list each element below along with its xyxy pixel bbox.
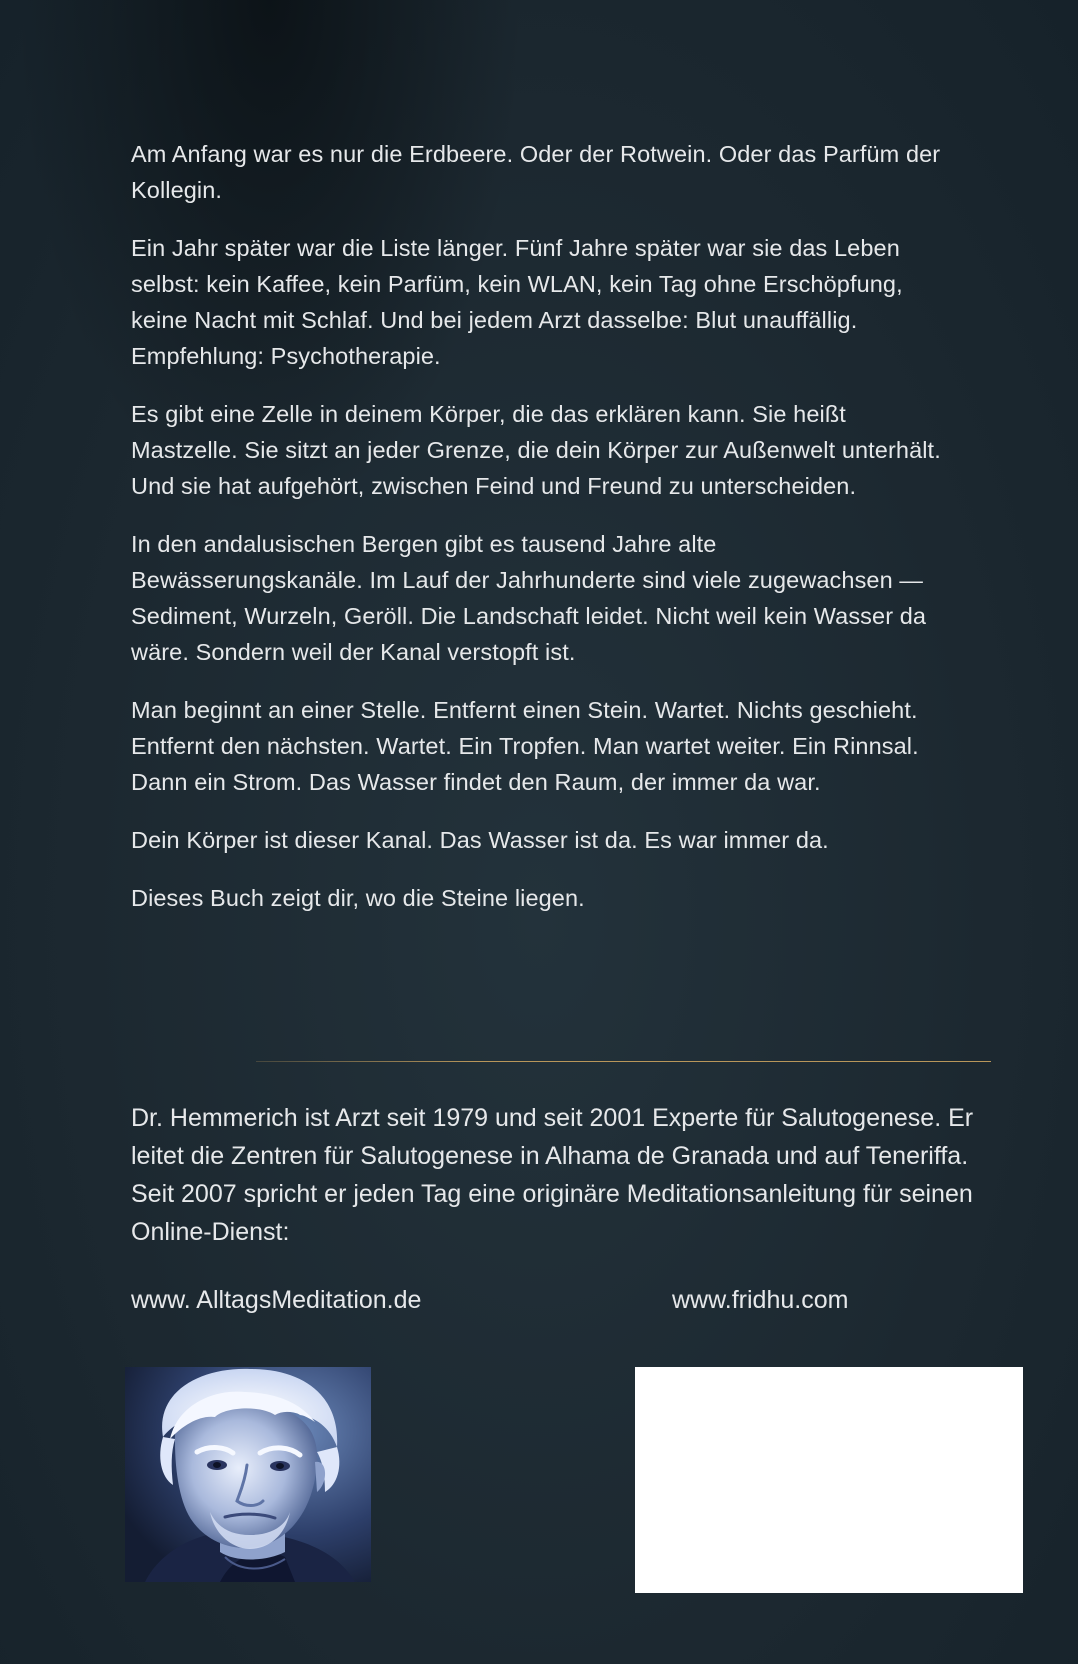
blurb-paragraph: Ein Jahr später war die Liste länger. Fünf Jahre später war sie das Leben selbst: kein Kaffee, kein Parfüm, kein WLAN, kein Tag ohne Erschöpfung, keine Nacht mit Schlaf. Und bei jedem Arzt dasselbe: Blut unauffällig. Empfehlung: Psychotherapie. bbox=[131, 235, 903, 369]
blurb-paragraph: In den andalusischen Bergen gibt es tausend Jahre alte Bewässerungskanäle. Im Lauf der Jahrhunderte sind viele zugewachsen — Sediment, Wurzeln, Geröll. Die Landschaft leidet. Nicht weil kein Wasser da wäre. Sondern weil der Kanal verstopft ist. bbox=[131, 531, 927, 665]
blurb-paragraph: Es gibt eine Zelle in deinem Körper, die das erklären kann. Sie heißt Mastzelle. Sie sitzt an jeder Grenze, die dein Körper zur Außenwelt unterhält. Und sie hat aufgehört, zwischen Feind und Freund zu unterscheiden. bbox=[131, 401, 941, 499]
author-portrait-illustration bbox=[125, 1367, 371, 1582]
blurb-paragraph: Dein Körper ist dieser Kanal. Das Wasser ist da. Es war immer da. bbox=[131, 827, 829, 853]
website-link-fridhu: www.fridhu.com bbox=[672, 1286, 849, 1314]
author-bio: Dr. Hemmerich ist Arzt seit 1979 und seit 2001 Experte für Salutogenese. Er leitet die Zentren für Salutogenese in Alhama de Granada und auf Teneriffa. Seit 2007 spricht er jeden Tag eine originäre Meditationsanleitung für seinen Online-Dienst: bbox=[131, 1104, 974, 1246]
website-link-alltagsmeditation: www. AlltagsMeditation.de bbox=[131, 1286, 422, 1314]
blurb-paragraph: Dieses Buch zeigt dir, wo die Steine liegen. bbox=[131, 885, 585, 911]
author-portrait-photo bbox=[125, 1367, 371, 1582]
blurb-paragraph: Man beginnt an einer Stelle. Entfernt einen Stein. Wartet. Nichts geschieht. Entfernt den nächsten. Wartet. Ein Tropfen. Man wartet weiter. Ein Rinnsal. Dann ein Strom. Das Wasser findet den Raum, der immer da war. bbox=[131, 697, 919, 795]
blurb-text bbox=[131, 136, 951, 938]
gold-divider-line bbox=[256, 1061, 991, 1062]
barcode-placeholder-box bbox=[635, 1367, 1023, 1593]
blurb-paragraph: Am Anfang war es nur die Erdbeere. Oder der Rotwein. Oder das Parfüm der Kollegin. bbox=[131, 141, 941, 203]
